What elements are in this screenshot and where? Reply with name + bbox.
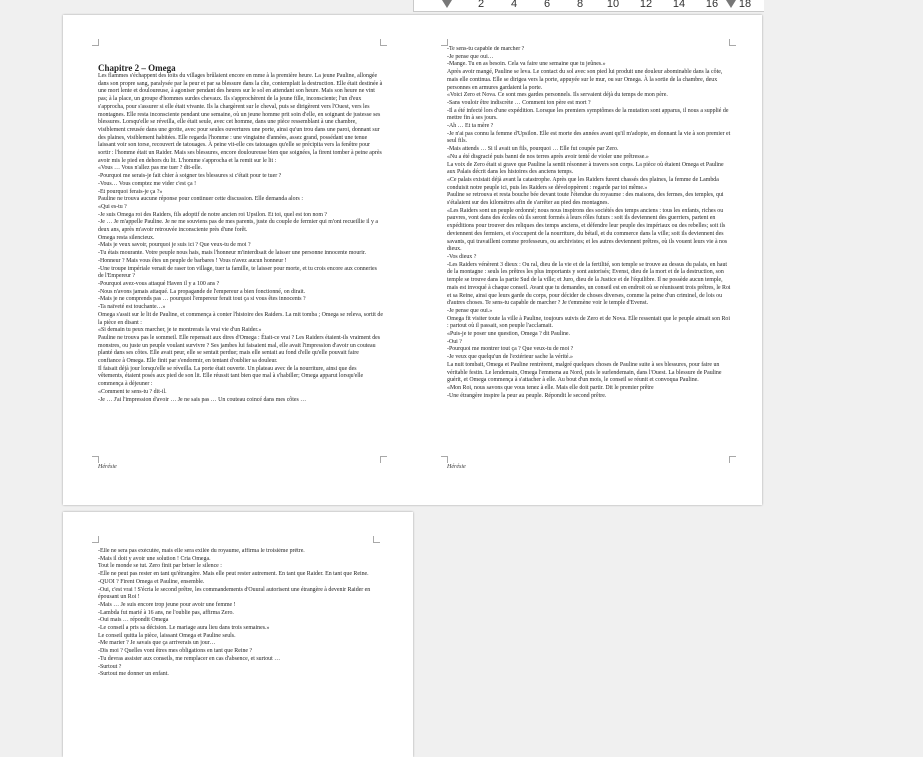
paragraph: -Je n'ai pas connu la femme d'Upsilon. Elle est morte des années avant qu'il m'adopte, en donnant la vie à son premier et seul fils. bbox=[447, 130, 731, 145]
margin-corner-mark bbox=[380, 456, 387, 463]
paragraph: -Je … J'ai l'impression d'avoir … Je ne sais pas … Un couteau coincé dans mes côtes … bbox=[98, 396, 307, 403]
paragraph: «Ce palais existait déjà avant la catastrophe. Après que les Raiders furent chassés des plaines, la femme de Lambda conduisit notre peuple ici, puis les Raiders se développèrent : regarde par toi même.» bbox=[447, 176, 719, 191]
paragraph: -Surtout me donner un enfant. bbox=[98, 671, 169, 678]
paragraph: «Les Raiders sont un peuple ordonné; nous nous inspirons des sociétés des temps anciens : tous les enfants, riches ou pauvres, vont dans des écoles où ils seront formés à leurs rôles futurs : soit ils deviennent des guerriers, partent en expéditions pour trouver des reliques des temps anciens, et défendre leur peuple des impériaux ou des rebelles; soit ils deviennent des fermiers, et s'occupent de la nourriture, du bétail, et du commerce dans la ville; soit ils deviennent des savants, qui travaillent comme professeurs, ou archivistes; et les autres deviennent prêtres, où ils vouent leurs vie à nos dieux. bbox=[447, 207, 728, 253]
paragraph: -Pourquoi me montrer tout ça ? Que veux-tu de moi ? bbox=[447, 346, 574, 353]
paragraph: «Puis-je te poser une question, Omega ? dit Pauline. bbox=[447, 331, 571, 338]
paragraph: «Vous … Vous n'allez pas me tuer ? dit-elle. bbox=[98, 165, 202, 172]
left-page-text[interactable] bbox=[98, 63, 383, 455]
margin-corner-mark bbox=[92, 39, 99, 46]
ruler-label: 2 bbox=[477, 0, 485, 10]
paragraph: «Mon Roi, nous savons que vous tenez à elle. Mais elle doit partir. Dit le premier prêtre bbox=[447, 384, 654, 391]
ruler-label: 10 bbox=[606, 0, 620, 10]
paragraph: -Pourquoi me serais-je fait chier à soigner tes blessures si c'était pour te tuer ? bbox=[98, 173, 282, 180]
ruler-label: 6 bbox=[543, 0, 551, 10]
page-paragraphs bbox=[98, 548, 378, 679]
paragraph: «Nu a été disgracié puis banni de nos terres après avoir tenté de violer une prêtresse.» bbox=[447, 153, 649, 160]
left-indent-marker[interactable] bbox=[442, 0, 452, 8]
left-page-paragraphs bbox=[98, 73, 383, 404]
ruler-label: 14 bbox=[672, 0, 686, 10]
page-footer: Hérésie bbox=[98, 464, 117, 470]
paragraph: -Vous… Vous comptez me vider c'est ça ! bbox=[98, 180, 197, 187]
paragraph: -Une étrangère inspire la peur au peuple. Répondit le second prêtre. bbox=[447, 392, 607, 399]
paragraph: -Il a été infecté lors d'une expédition. Lorsque les premiers symptômes de la mutation sont apparus, il nous a supplié de mettre fin à ses jours. bbox=[447, 107, 729, 122]
paragraph: La voix de Zero était si grave que Pauline la sentit résonner à travers son corps. La pièce où étaient Omega et Pauline aux Palais décrit dans les histoires des anciens temps. bbox=[447, 161, 724, 176]
margin-corner-mark bbox=[729, 456, 736, 463]
paragraph: Les flammes s'échappent des toits du villages brûlaient encore en mme à la première heure. La jeune Pauline, allongée dans son propre sang, paralysée par la peur et par sa blessure dans la cîte, contemplait la destruction. Elle était destinée à une mort lente et douloureuse, à agoniser pendant des heures sur le sol en attendant son heure. Mais son heure ne vint pas; à la place, un groupe d'hommes surdes chevaux. Ils s'approchèrent de la jeune fille, inconsciente; l'un d'eux s'approcha, pour s'assurer si elle était vivante. Ils la chargèrent sur le cheval, puis se dirigèrent vers l'Ouest, vers les montagnes. Elle resta inconsciente pendant une semaine, où un jeune homme prit soin d'elle, en soignant de justesse ses blessures. Lorsqu'elle se réveilla, elle était seule, avec cet homme, dans une pièce ressemblant à une chambre, visiblement creusée dans une grotte, avec pour seules ouvertures une porte, ainsi qu'un trou dans une paroi, donnant sur des plaines, visiblement habitées. Elle regarda l'homme : une vingtaine d'années, assez grand, possédant une tenue laissant voir son torse, recouvert de tatouages. À peine vit-elle ces tatouages qu'elle se précipita vers la fenêtre pour sortir : l'homme était un Raider. Mais ses blessures, encore douloureuse bien que soignées, la firent tomber à peine après avoir mis le pied en dehors du lit. L'homme s'approcha et la remit sur le lit : bbox=[98, 73, 383, 164]
paragraph: -Elle ne peut pas rester en tant qu'étrangère. Mais elle peut rester autrement. En tant que Raider. En tant que Reine. bbox=[98, 571, 369, 578]
page-footer: Hérésie bbox=[447, 464, 466, 470]
paragraph: -Les Raiders vénèrent 3 dieux : Ou ral, dieu de la vie et de la fertilité, son temple se trouve au dessus du palais, en haut de la montagne : seuls les prêtres les plus importants y sont autorisés; Evenst, dieu de la mort et de la destruction, son temple se trouve dans la partie Sud de la ville; et Juro, dieu de la Justice et de l'équilibre. Il ne possède aucun temple, mais est invoqué à chaque conseil. Avant que tu demandes, un conseil est en endroit où se réunissent trois prêtres, le Roi et sa Reine, ainsi que leurs garde du corps, pour décider de choses diverses, comme la peine d'un criminel, de lois ou d'autres choses. Te sens-tu capable de marcher ? Je t'emmène voir le temple d'Evenst. bbox=[447, 261, 731, 307]
paragraph: -Oui, c'est vrai ! S'écria le second prêtre, les commandements d'Ouural autorisent une étrangère à devenir Raider en épousant un Roi ! bbox=[98, 586, 371, 601]
margin-corner-mark bbox=[441, 456, 448, 463]
paragraph: -Vos dieux ? bbox=[447, 253, 477, 260]
right-indent-marker[interactable] bbox=[726, 0, 736, 8]
ruler-label: 16 bbox=[705, 0, 719, 10]
paragraph: «Si demain tu peux marcher, je te montrerais la vrai vie d'un Raider.» bbox=[98, 327, 262, 334]
paragraph: -Lambda fut marié à 16 ans, ne l'oublie pas, affirma Zero. bbox=[98, 609, 234, 616]
margin-corner-mark bbox=[441, 39, 448, 46]
paragraph: -Je veux que quelqu'un de l'extérieur sache la vérité.» bbox=[447, 354, 573, 361]
margin-corner-mark bbox=[92, 536, 99, 543]
right-page-paragraphs bbox=[447, 46, 732, 400]
paragraph: -Me marier ? Je savais que ça arriverais un jour… bbox=[98, 640, 216, 647]
ruler-label: 8 bbox=[576, 0, 584, 10]
paragraph: -Tu étais mourante. Votre peuple nous hais, mais l'honneur m'interdisait de laisser une personne innocente mourir. bbox=[98, 250, 367, 257]
paragraph: -Mais attends … Si il avait un fils, pourquoi … Elle fut coupée par Zero. bbox=[447, 146, 619, 153]
paragraph: -Te sens-tu capable de marcher ? bbox=[447, 46, 525, 52]
paragraph: Il faisait déjà jour lorsqu'elle se réveilla. La porte était ouverte. Un plateau avec de la nourriture, ainsi que des vêtements, étaient posés aux pied de son lit. Elle réussit tant bien que mal à s'habiller; Omega apparut lorsqu'elle commença à déjeuner : bbox=[98, 365, 364, 388]
paragraph: Pauline se retrouva et resta bouche bée devant toute l'étendue du royaume : des maisons, des fermes, des temples, qui s'étalaient sur des kilomètres afin de s'arrêter au pied des montagnes. bbox=[447, 192, 724, 207]
paragraph: -Une troupe impériale venait de raser ton village, tuer ta famille, te laisser pour morte, et tu crois encore aux conneries de l'Empereur ? bbox=[98, 265, 377, 280]
paragraph: -Honneur ? Mais vous êtes un peuple de barbares ! Vous n'avez aucun honneur ! bbox=[98, 257, 287, 264]
paragraph: Omega fit visiter toute la ville à Pauline, toujours suivis de Zero et de Nova. Elle ressentait que le peuple aimait son Roi : partout où il passait, son peuple l'acclamait. bbox=[447, 315, 731, 330]
paragraph: -Et pourquoi ferais-je ça ?» bbox=[98, 188, 163, 195]
page-text[interactable] bbox=[98, 548, 378, 748]
margin-corner-mark bbox=[729, 39, 736, 46]
paragraph: -Oui mais … répondit Omega bbox=[98, 617, 169, 624]
margin-corner-mark bbox=[380, 39, 387, 46]
paragraph: -Mais … Je suis encore trop jeune pour avoir une femme ! bbox=[98, 601, 236, 608]
paragraph: -Je pense que oui… bbox=[447, 53, 494, 60]
paragraph: -Dis moi ? Quelles vont êtres mes obligations en tant que Reine ? bbox=[98, 648, 253, 655]
paragraph: -QUOI ? Firent Omega et Pauline, ensemble. bbox=[98, 578, 205, 585]
paragraph: «Comment te sens-tu ? dit-il. bbox=[98, 388, 167, 395]
paragraph: -Elle ne sera pas exécutée, mais elle sera exilée du royaume, affirma le troisième prêtre. bbox=[98, 548, 305, 554]
paragraph: -Le conseil a pris sa décision. Le mariage aura lieu dans trois semaines.» bbox=[98, 625, 270, 632]
ruler-label: 12 bbox=[639, 0, 653, 10]
paragraph: -Sans vouloir être indiscrète … Comment ton père est mort ? bbox=[447, 99, 591, 106]
paragraph: La nuit tombait, Omega et Pauline rentrèrent, malgré quelques choses de Pauline suite à ses blessures, pour faire un véritable festin. Le lendemain, Omega l'emmena au Nord, puis le surlendemain, dans l'Ouest. La blessure de Pauline guérit, et Omega commença à s'attacher à elle. Au bout d'un mois, le conseil se réunit et convoqua Pauline. bbox=[447, 361, 722, 384]
margin-corner-mark bbox=[92, 456, 99, 463]
paragraph: Pauline ne trouva aucune réponse pour continuer cette discussion. Elle demanda alors : bbox=[98, 196, 303, 203]
paragraph: -Mais il doit y avoir une solution ! Cria Omega. bbox=[98, 555, 211, 562]
paragraph: -Ta naïveté est touchante…» bbox=[98, 304, 166, 311]
document-page-spread[interactable] bbox=[63, 15, 762, 505]
paragraph: -Oui ? bbox=[447, 338, 462, 345]
paragraph: -Nous n'avons jamais attaqué. La propagande de l'empereur a bien fonctionné, on dirait. bbox=[98, 288, 306, 295]
paragraph: Tout le monde se tut. Zero finit par briser le silence : bbox=[98, 563, 222, 570]
ruler-label: 4 bbox=[510, 0, 518, 10]
paragraph: -Je pense que oui.» bbox=[447, 307, 493, 314]
paragraph: -Mange. Tu en as besoin. Cela va faire une semaine que tu jeûnes.» bbox=[447, 61, 606, 68]
paragraph: -Pourquoi avez-vous attaqué Haven il y a 100 ans ? bbox=[98, 280, 220, 287]
paragraph: Après avoir mangé, Pauline se leva. Le contact du sol avec son pied lui produit une douleur abominable dans la côte, mais elle continua. Elle se dirigea vers la porte, appuyée sur le mur, ou sur Omega. À la sortie de la chambre, deux personnes en armures gardaient la porte. bbox=[447, 69, 723, 91]
paragraph: Le conseil quitta la pièce, laissant Omega et Pauline seuls. bbox=[98, 632, 236, 639]
paragraph: -Je suis Omega roi des Raiders, fils adoptif de notre ancien roi Upsilon. Et toi, quel est ton nom ? bbox=[98, 211, 328, 218]
paragraph: Pauline ne trouva pas le sommeil. Elle repensait aux dires d'Omega : Était-ce vrai ? Les Raiders étaient-ils vraiment des monstres, ou juste un peuple voulant survivre ? Ses jambes lui faisaient mal, elle avait l'impression d'avoir un couteau planté dans ses côtes. Elle avait peur, elle se sentait perdue; mais elle sentait au fond d'elle qu'elle pouvait faire confiance à Omega. Elle finit par s'endormir, en tentant d'oublier sa douleur. bbox=[98, 334, 381, 365]
ruler-label: 18 bbox=[738, 0, 752, 10]
paragraph: -Je … Je m'appelle Pauline. Je ne me souviens pas de mes parents, juste du couple de fermier qui m'ont recueillie il y a deux ans, après m'avoir retrouvée inconsciente près d'une forêt. bbox=[98, 219, 379, 234]
margin-corner-mark bbox=[373, 536, 380, 543]
paragraph: «Voici Zero et Nova. Ce sont mes gardes personnels. Ils servaient déjà du temps de mon père. bbox=[447, 92, 668, 99]
paragraph: -Ah … Et ta mère ? bbox=[447, 123, 494, 130]
paragraph: «Qui es-tu ? bbox=[98, 203, 127, 210]
paragraph: -Surtout ? bbox=[98, 663, 122, 670]
chapter-title: Chapitre 2 – Omega bbox=[98, 63, 176, 73]
paragraph: Omega resta silencieux. bbox=[98, 234, 155, 241]
paragraph: Omega s'assit sur le lit de Pauline, et commença à conter l'histoire des Raiders. La mit tomba ; Omega se releva, sortit de la pièce en disant : bbox=[98, 311, 383, 326]
horizontal-ruler[interactable] bbox=[413, 0, 764, 12]
paragraph: -Tu devras assister aux conseils, me remplacer en cas d'absence, et surtout … bbox=[98, 655, 281, 662]
paragraph: -Mais je veux savoir, pourquoi je suis ici ? Que veux-tu de moi ? bbox=[98, 242, 251, 249]
paragraph: -Mais je ne comprends pas … pourquoi l'empereur ferait tout ça si vous êtes innocents ? bbox=[98, 296, 306, 303]
right-page-text[interactable] bbox=[447, 46, 732, 454]
document-page[interactable] bbox=[63, 512, 413, 757]
